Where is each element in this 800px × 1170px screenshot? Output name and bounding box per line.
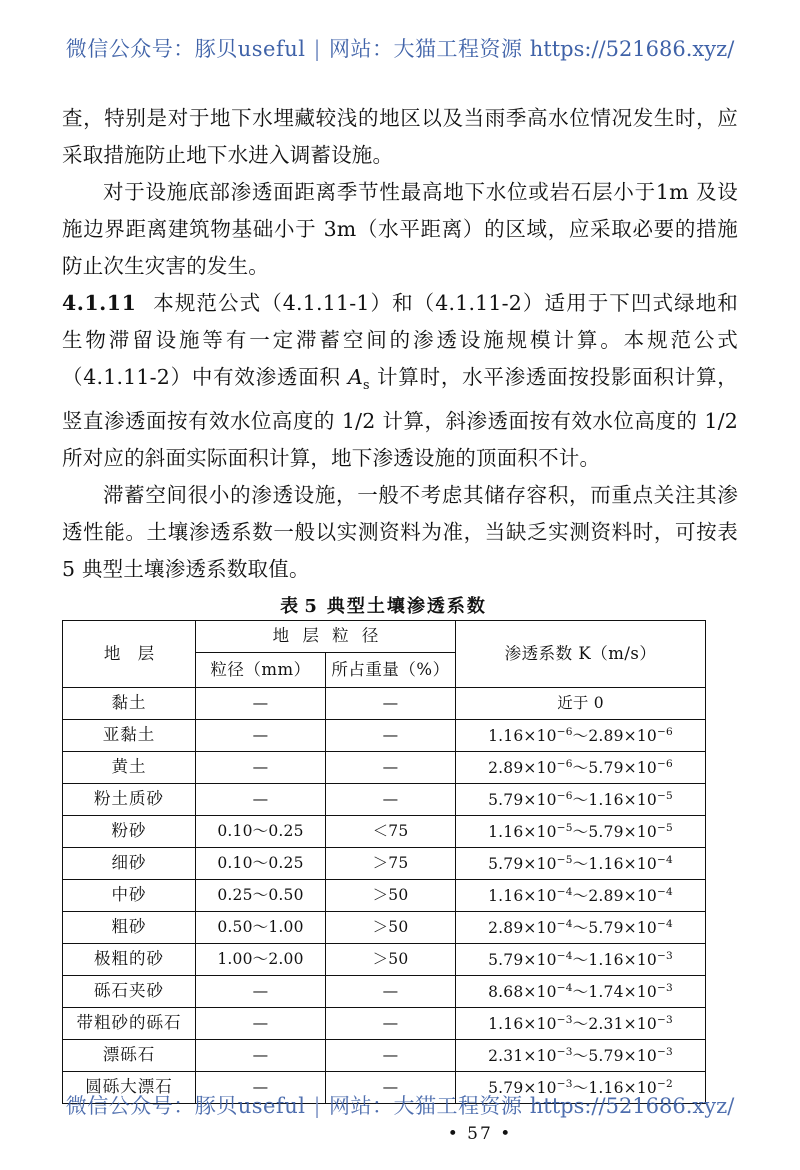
header-coefficient: 渗透系数 K（m/s） — [456, 621, 706, 688]
cell-weight-percent: — — [326, 1040, 456, 1072]
cell-strata-name: 粉土质砂 — [63, 784, 196, 816]
cell-weight-percent: — — [326, 1008, 456, 1040]
table-row — [63, 816, 706, 848]
cell-grain-diameter: 0.50～1.00 — [196, 912, 326, 944]
table-row — [63, 720, 706, 752]
symbol-effective-area-subscript: s — [363, 377, 370, 393]
cell-permeability-coefficient: $5.79\times 10^{-3}\sim 1.16\times 10^{-2}$ — [456, 1072, 706, 1104]
table-row — [63, 880, 706, 912]
cell-weight-percent: ＞50 — [326, 912, 456, 944]
cell-grain-diameter: — — [196, 976, 326, 1008]
cell-grain-diameter: — — [196, 1008, 326, 1040]
table-row — [63, 848, 706, 880]
cell-strata-name: 带粗砂的砾石 — [63, 1008, 196, 1040]
cell-strata-name: 细砂 — [63, 848, 196, 880]
watermark-header — [0, 33, 800, 63]
cell-strata-name: 黏土 — [63, 688, 196, 720]
table-caption-number: 表 5 — [280, 596, 317, 617]
cell-strata-name: 砾石夹砂 — [63, 976, 196, 1008]
cell-permeability-coefficient: $2.89\times 10^{-6}\sim 5.79\times 10^{-6}$ — [456, 752, 706, 784]
cell-permeability-coefficient: $5.79\times 10^{-4}\sim 1.16\times 10^{-3}$ — [456, 944, 706, 976]
cell-weight-percent: — — [326, 784, 456, 816]
watermark-wechat-label: 微信公众号：豚贝useful — [65, 37, 306, 61]
soil-permeability-table — [62, 620, 706, 1104]
symbol-effective-area: A — [348, 365, 364, 389]
watermark-url: https://521686.xyz/ — [529, 37, 735, 61]
cell-permeability-coefficient: $1.16\times 10^{-3}\sim 2.31\times 10^{-3}$ — [456, 1008, 706, 1040]
cell-permeability-coefficient: $5.79\times 10^{-5}\sim 1.16\times 10^{-4}$ — [456, 848, 706, 880]
cell-permeability-coefficient: $1.16\times 10^{-5}\sim 5.79\times 10^{-5}$ — [456, 816, 706, 848]
cell-strata-name: 粉砂 — [63, 816, 196, 848]
cell-permeability-coefficient: $1.16\times 10^{-4}\sim 2.89\times 10^{-4}$ — [456, 880, 706, 912]
cell-strata-name: 亚黏土 — [63, 720, 196, 752]
header-weight-percent: 所占重量（%） — [326, 653, 456, 688]
cell-strata-name: 极粗的砂 — [63, 944, 196, 976]
paragraph-groundwater-distance: 对于设施底部渗透面距离季节性最高地下水位或岩石层小于1m 及设施边界距离建筑物基础小于 3m（水平距离）的区域，应采取必要的措施防止次生灾害的发生。 — [62, 180, 738, 278]
cell-permeability-coefficient: 近于 0 — [456, 688, 706, 720]
watermark-footer-wechat-label: 微信公众号：豚贝useful — [65, 1094, 306, 1118]
cell-strata-name: 圆砾大漂石 — [63, 1072, 196, 1104]
cell-grain-diameter: — — [196, 720, 326, 752]
table-body — [63, 688, 706, 1104]
cell-strata-name: 中砂 — [63, 880, 196, 912]
watermark-footer-separator: | — [313, 1094, 322, 1118]
watermark-separator: | — [313, 37, 322, 61]
cell-grain-diameter: — — [196, 1072, 326, 1104]
table-row — [63, 912, 706, 944]
table-row — [63, 1072, 706, 1104]
paragraph-permeability: 滞蓄空间很小的渗透设施，一般不考虑其储存容积，而重点关注其渗透性能。土壤渗透系数一般以实测资料为准，当缺乏实测资料时，可按表 5 典型土壤渗透系数取值。 — [62, 483, 738, 582]
cell-permeability-coefficient: $8.68\times 10^{-4}\sim 1.74\times 10^{-3}$ — [456, 976, 706, 1008]
table-caption-title: 典型土壤渗透系数 — [326, 596, 487, 617]
section-text-part-b: 计算时，水平渗透面按投影面积计算，竖直渗透面按有效水位高度的 1/2 计算，斜渗透面按有效水位高度的 1/2 所对应的斜面实际面积计算，地下渗透设施的顶面积不计。 — [62, 365, 738, 471]
cell-weight-percent: — — [326, 976, 456, 1008]
cell-grain-diameter: 1.00～2.00 — [196, 944, 326, 976]
watermark-site-label: 网站：大猫工程资源 — [329, 37, 523, 61]
document-body — [62, 100, 738, 588]
table-caption — [62, 592, 705, 618]
table-row — [63, 1008, 706, 1040]
cell-weight-percent: ＞50 — [326, 880, 456, 912]
table-row — [63, 1040, 706, 1072]
cell-grain-diameter: 0.25～0.50 — [196, 880, 326, 912]
cell-grain-diameter: — — [196, 752, 326, 784]
cell-strata-name: 漂砾石 — [63, 1040, 196, 1072]
cell-grain-diameter: 0.10～0.25 — [196, 848, 326, 880]
cell-strata-name: 粗砂 — [63, 912, 196, 944]
table-row — [63, 944, 706, 976]
cell-permeability-coefficient: $1.16\times 10^{-6}\sim 2.89\times 10^{-6}$ — [456, 720, 706, 752]
cell-grain-diameter: — — [196, 1040, 326, 1072]
section-number: 4.1.11 — [62, 291, 137, 315]
cell-weight-percent: ＞50 — [326, 944, 456, 976]
cell-weight-percent: — — [326, 1072, 456, 1104]
cell-weight-percent: — — [326, 720, 456, 752]
cell-strata-name: 黄土 — [63, 752, 196, 784]
header-grain-diameter: 粒径（mm） — [196, 653, 326, 688]
cell-grain-diameter: — — [196, 784, 326, 816]
table-row — [63, 976, 706, 1008]
cell-weight-percent: — — [326, 688, 456, 720]
table-row — [63, 688, 706, 720]
header-strata: 地 层 — [63, 621, 196, 688]
watermark-footer-url: https://521686.xyz/ — [529, 1094, 735, 1118]
cell-weight-percent: ＜75 — [326, 816, 456, 848]
section-text-part-a: 本规范公式（4.1.11-1）和（4.1.11-2）适用于下凹式绿地和生物滞留设施等有一定滞蓄空间的渗透设施规模计算。本规范公式（4.1.11-2）中有效渗透面积 — [62, 291, 738, 389]
cell-permeability-coefficient: $5.79\times 10^{-6}\sim 1.16\times 10^{-5}$ — [456, 784, 706, 816]
table-head — [63, 621, 706, 688]
cell-weight-percent: ＞75 — [326, 848, 456, 880]
watermark-footer-site-label: 网站：大猫工程资源 — [329, 1094, 523, 1118]
table-row — [63, 784, 706, 816]
paragraph-section-4-1-11 — [62, 285, 738, 477]
cell-grain-diameter: — — [196, 688, 326, 720]
table-header-row-1 — [63, 621, 706, 653]
paragraph-continuation: 查，特别是对于地下水埋藏较浅的地区以及当雨季高水位情况发生时，应采取措施防止地下水进入调蓄设施。 — [62, 106, 738, 167]
cell-permeability-coefficient: $2.31\times 10^{-3}\sim 5.79\times 10^{-3}$ — [456, 1040, 706, 1072]
cell-permeability-coefficient: $2.89\times 10^{-4}\sim 5.79\times 10^{-4}$ — [456, 912, 706, 944]
cell-grain-diameter: 0.10～0.25 — [196, 816, 326, 848]
header-grain-group: 地 层 粒 径 — [196, 621, 456, 653]
table-row — [63, 752, 706, 784]
page-number: • 57 • — [447, 1124, 513, 1144]
cell-weight-percent: — — [326, 752, 456, 784]
